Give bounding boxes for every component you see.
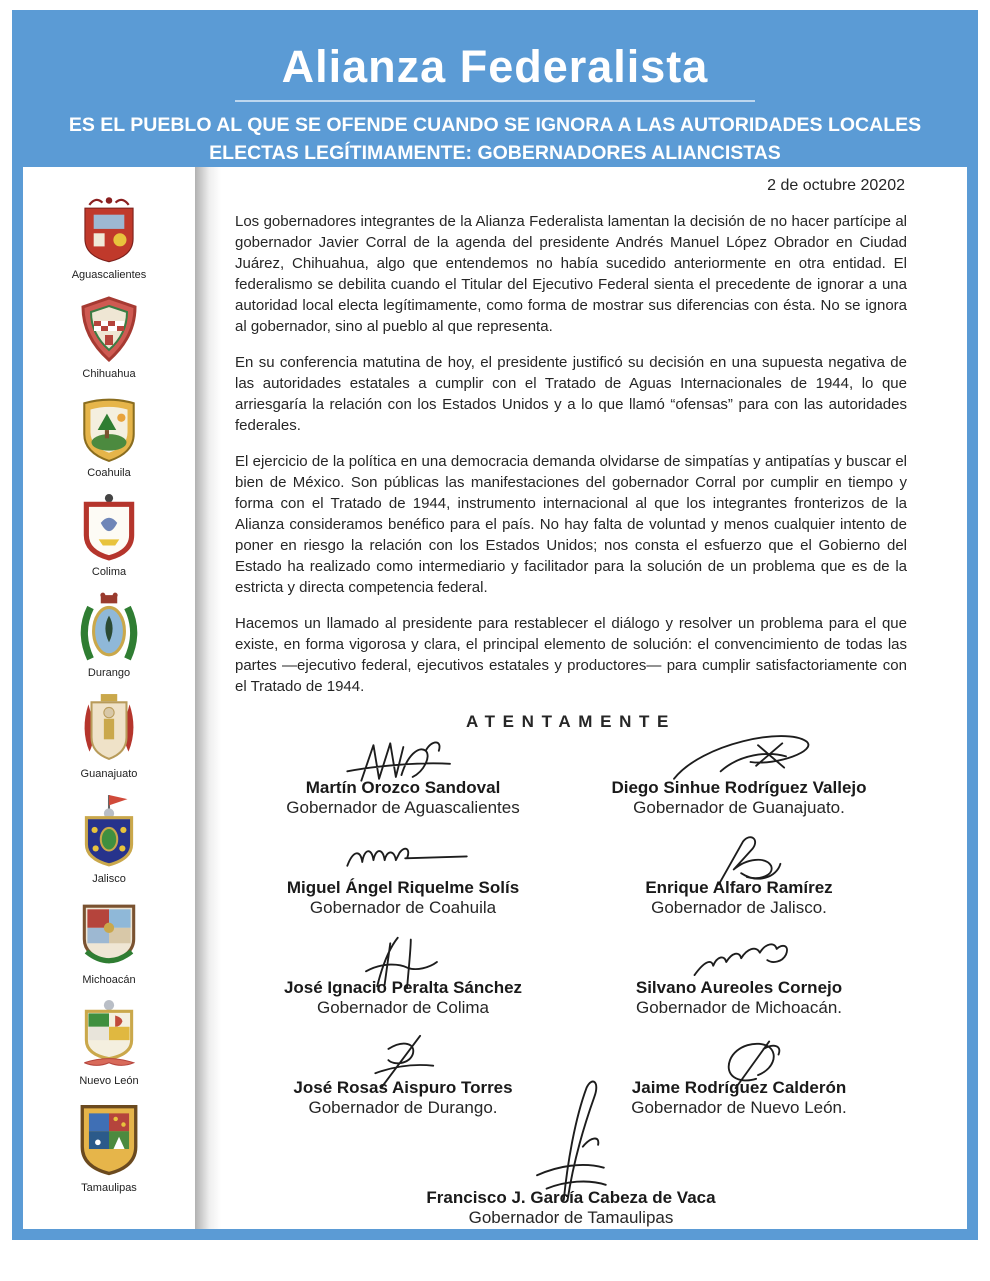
- page-title: Alianza Federalista: [281, 41, 709, 92]
- crest-item-jalisco: [72, 793, 146, 885]
- crest-item-coahuila: [70, 393, 148, 479]
- signer-title: Gobernador de Nuevo León.: [631, 1098, 847, 1117]
- signature-block-garcia: [235, 1136, 907, 1228]
- signer-name: Diego Sinhue Rodríguez Vallejo: [611, 778, 867, 797]
- coahuila-crest-icon: [70, 393, 148, 463]
- closing-salutation: ATENTAMENTE: [465, 712, 677, 731]
- aguascalientes-crest-icon: [73, 195, 145, 265]
- crest-label: Michoacán: [82, 974, 136, 986]
- document-page: [12, 10, 978, 1240]
- signer-name: Enrique Alfaro Ramírez: [645, 878, 833, 897]
- signer-title: Gobernador de Colima: [317, 998, 489, 1017]
- crest-label: Tamaulipas: [81, 1182, 137, 1194]
- body-paragraph-3: El ejercicio de la política en una democracia demanda olvidarse de simpatías y antipatías y buscar el bien de México. Son públicas las manifestaciones del gobernador Corral por cumplir en tiempo y forma con el Tratado de 1944, instrumento internacional al que los integrantes fronterizos de la Alianza consideramos benéfico para el país. No hay falta de voluntad y menos cualquier intento de poner en riesgo la relación con los Estados Unidos; nos consta el esfuerzo que el Gobierno del Estado ha realizado como intermediario y facilitador para la solución de un problema que es de la estricta y directa competencia federal.: [235, 453, 907, 596]
- signature-block-alfaro: [571, 834, 907, 918]
- signer-name: José Rosas Aispuro Torres: [293, 1078, 513, 1097]
- signer-title: Gobernador de Jalisco.: [651, 898, 827, 917]
- crest-label: Durango: [87, 667, 131, 679]
- michoacan-crest-icon: [71, 898, 147, 970]
- signer-title: Gobernador de Durango.: [308, 1098, 498, 1117]
- chihuahua-crest-icon: [73, 294, 145, 364]
- signature-block-orozco: [235, 734, 571, 818]
- letter-body: [235, 167, 907, 1228]
- signature-block-riquelme: [235, 834, 571, 918]
- signer-name: Jaime Rodríguez Calderón: [631, 1078, 847, 1097]
- sidebar-shadow-divider: [195, 167, 221, 1229]
- crest-item-nuevo-leon: [73, 999, 145, 1087]
- crest-label: Nuevo León: [79, 1075, 139, 1087]
- title-underline: [235, 100, 755, 102]
- signer-title: Gobernador de Michoacán.: [635, 998, 843, 1017]
- crest-label: Guanajuato: [80, 768, 138, 780]
- signer-title: Gobernador de Coahuila: [309, 898, 497, 917]
- signer-name: Martín Orozco Sandoval: [305, 778, 501, 797]
- crest-item-chihuahua: [73, 294, 145, 380]
- page-content: [23, 167, 967, 1229]
- crest-label: Colima: [91, 566, 127, 578]
- signer-title: Gobernador de Tamaulipas: [468, 1208, 674, 1227]
- subtitle-line-1: ES EL PUEBLO AL QUE SE OFENDE CUANDO SE IGNORA A LAS AUTORIDADES LOCALES: [68, 114, 922, 136]
- crest-label: Coahuila: [87, 467, 131, 479]
- crest-item-tamaulipas: [71, 1100, 147, 1194]
- body-paragraph-1: Los gobernadores integrantes de la Alianza Federalista lamentan la decisión de no hacer partícipe al gobernador Javier Corral de la agenda del presidente Andrés Manuel López Obrador en Ciudad Juárez, Chihuahua, algo que entendemos no había sucedido anteriormente en otra entidad. El federalismo se debilita cuando el Titular del Ejecutivo Federal sienta el precedente de ignorar a una autoridad local electa legítimamente, como forma de mostrar sus diferencias con ésta. No se ignora al gobernador, sino al pueblo al que representa.: [235, 213, 907, 335]
- nuevo-leon-crest-icon: [73, 999, 145, 1071]
- durango-crest-icon: [72, 591, 146, 663]
- body-paragraph-4: Hacemos un llamado al presidente para restablecer el diálogo y resolver un problema para el que existe, en forma vigorosa y clara, el principal elemento de solución: el convencimiento de todas las partes —ejecutivo federal, ejecutivos estatales y productores— para cumplir satisfactoriamente con el Tratado de 1944.: [235, 615, 907, 695]
- signer-title: Gobernador de Aguascalientes: [286, 798, 520, 817]
- jalisco-crest-icon: [72, 793, 146, 869]
- signature-block-sinhue: [571, 734, 907, 818]
- signature-block-aureoles: [571, 934, 907, 1018]
- crest-item-aguascalientes: [72, 195, 147, 281]
- crest-item-guanajuato: [72, 692, 146, 780]
- signatures-section: [235, 734, 907, 1228]
- body-paragraph-2: En su conferencia matutina de hoy, el presidente justificó su decisión en una supuesta negativa de las autoridades estatales a cumplir con el Tratado de Aguas Internacionales de 1944, lo que arriesgaría la relación con los Estados Unidos y a lo que llamó “ofensas” para con las autoridades federales.: [235, 354, 907, 434]
- crest-label: Chihuahua: [82, 368, 136, 380]
- signature-block-peralta: [235, 934, 571, 1018]
- subtitle-line-2: ELECTAS LEGÍTIMAMENTE: GOBERNADORES ALIANCISTAS: [209, 142, 781, 165]
- crest-item-colima: [73, 492, 145, 578]
- signature-block-rodriguez: [571, 1034, 907, 1118]
- signer-name: Miguel Ángel Riquelme Solís: [286, 878, 520, 897]
- document-date: 2 de octubre 20202: [767, 177, 905, 194]
- signature-block-aispuro: [235, 1034, 571, 1118]
- state-crests-sidebar: [23, 167, 195, 1229]
- signer-title: Gobernador de Guanajuato.: [633, 798, 845, 817]
- crest-label: Jalisco: [92, 873, 126, 885]
- colima-crest-icon: [73, 492, 145, 562]
- guanajuato-crest-icon: [72, 692, 146, 764]
- crest-item-durango: [72, 591, 146, 679]
- tamaulipas-crest-icon: [71, 1100, 147, 1178]
- crest-label: Aguascalientes: [71, 269, 147, 281]
- signer-name: Silvano Aureoles Cornejo: [635, 978, 843, 997]
- signer-name: Francisco J. García Cabeza de Vaca: [426, 1188, 716, 1207]
- crest-item-michoacan: [71, 898, 147, 986]
- signer-name: José Ignacio Peralta Sánchez: [283, 978, 523, 997]
- header-band: [23, 21, 967, 167]
